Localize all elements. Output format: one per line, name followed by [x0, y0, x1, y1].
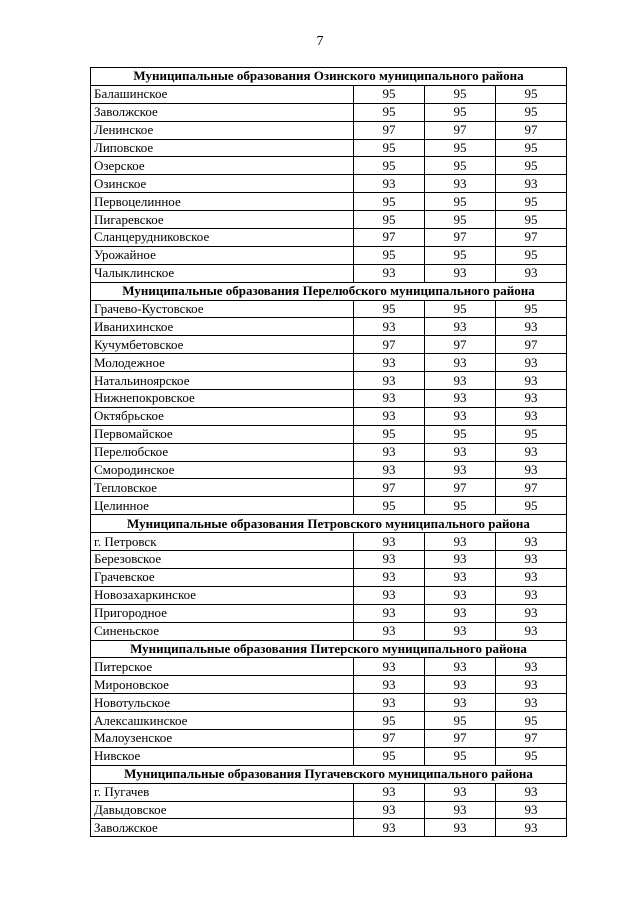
value-cell: 93 [496, 372, 567, 390]
municipality-name: Сланцерудниковское [91, 229, 354, 247]
municipality-name: Тепловское [91, 479, 354, 497]
section-header-row [91, 68, 567, 86]
value-cell: 93 [425, 658, 496, 676]
municipality-name: Первоцелинное [91, 193, 354, 211]
value-cell: 95 [354, 300, 425, 318]
value-cell: 97 [496, 479, 567, 497]
section-header-row [91, 765, 567, 783]
value-cell: 93 [425, 551, 496, 569]
value-cell: 93 [496, 694, 567, 712]
value-cell: 93 [354, 318, 425, 336]
value-cell: 93 [354, 658, 425, 676]
value-cell: 95 [425, 300, 496, 318]
section-title: Муниципальные образования Озинского муниципального района [91, 68, 567, 86]
table-row [91, 103, 567, 121]
value-cell: 93 [425, 318, 496, 336]
table-row [91, 443, 567, 461]
municipality-name: Новотульское [91, 694, 354, 712]
section-title: Муниципальные образования Питерского муниципального района [91, 640, 567, 658]
value-cell: 93 [425, 175, 496, 193]
value-cell: 93 [496, 819, 567, 837]
table-row [91, 425, 567, 443]
value-cell: 93 [496, 264, 567, 282]
table-row [91, 568, 567, 586]
value-cell: 93 [425, 461, 496, 479]
table-row [91, 336, 567, 354]
municipality-name: Урожайное [91, 246, 354, 264]
table-row [91, 801, 567, 819]
value-cell: 95 [496, 157, 567, 175]
table-row [91, 407, 567, 425]
value-cell: 95 [425, 497, 496, 515]
value-cell: 93 [354, 175, 425, 193]
value-cell: 97 [496, 729, 567, 747]
value-cell: 97 [425, 121, 496, 139]
value-cell: 93 [354, 264, 425, 282]
value-cell: 93 [354, 604, 425, 622]
table-body [91, 68, 567, 837]
value-cell: 93 [354, 676, 425, 694]
value-cell: 93 [354, 443, 425, 461]
municipality-name: Ленинское [91, 121, 354, 139]
municipality-name: Мироновское [91, 676, 354, 694]
value-cell: 95 [425, 246, 496, 264]
table-row [91, 246, 567, 264]
value-cell: 93 [496, 318, 567, 336]
table-row [91, 747, 567, 765]
value-cell: 93 [354, 819, 425, 837]
value-cell: 93 [425, 354, 496, 372]
value-cell: 97 [425, 479, 496, 497]
value-cell: 93 [496, 551, 567, 569]
value-cell: 95 [496, 246, 567, 264]
municipality-name: г. Петровск [91, 533, 354, 551]
municipality-name: Иванихинское [91, 318, 354, 336]
value-cell: 95 [496, 103, 567, 121]
municipality-name: Питерское [91, 658, 354, 676]
table-row [91, 354, 567, 372]
value-cell: 95 [425, 139, 496, 157]
municipality-name: Алексашкинское [91, 712, 354, 730]
municipality-name: Новозахаркинское [91, 586, 354, 604]
value-cell: 95 [496, 497, 567, 515]
section-title: Муниципальные образования Петровского муниципального района [91, 515, 567, 533]
table-row [91, 157, 567, 175]
table-row [91, 390, 567, 408]
municipality-name: Заволжское [91, 819, 354, 837]
value-cell: 93 [354, 533, 425, 551]
value-cell: 95 [354, 497, 425, 515]
value-cell: 93 [425, 604, 496, 622]
value-cell: 95 [496, 712, 567, 730]
value-cell: 95 [496, 747, 567, 765]
table-row [91, 712, 567, 730]
table-row [91, 211, 567, 229]
value-cell: 95 [354, 85, 425, 103]
municipality-name: Смородинское [91, 461, 354, 479]
table-row [91, 694, 567, 712]
page-number: 7 [316, 34, 324, 49]
value-cell: 93 [425, 676, 496, 694]
table-row [91, 729, 567, 747]
section-title: Муниципальные образования Перелюбского муниципального района [91, 282, 567, 300]
value-cell: 93 [354, 783, 425, 801]
table-row [91, 479, 567, 497]
table-row [91, 300, 567, 318]
value-cell: 97 [354, 121, 425, 139]
value-cell: 97 [496, 229, 567, 247]
value-cell: 93 [425, 390, 496, 408]
value-cell: 93 [425, 407, 496, 425]
value-cell: 93 [354, 586, 425, 604]
value-cell: 95 [354, 211, 425, 229]
value-cell: 97 [496, 121, 567, 139]
table-row [91, 372, 567, 390]
municipality-name: Малоузенское [91, 729, 354, 747]
value-cell: 93 [425, 622, 496, 640]
value-cell: 93 [496, 658, 567, 676]
table-row [91, 139, 567, 157]
table-row [91, 229, 567, 247]
value-cell: 97 [354, 479, 425, 497]
table-row [91, 783, 567, 801]
table-row [91, 318, 567, 336]
municipality-name: Молодежное [91, 354, 354, 372]
municipality-name: Перелюбское [91, 443, 354, 461]
value-cell: 93 [425, 264, 496, 282]
value-cell: 93 [496, 390, 567, 408]
value-cell: 93 [425, 694, 496, 712]
municipality-name: Грачевское [91, 568, 354, 586]
municipal-table [90, 67, 567, 837]
value-cell: 97 [425, 336, 496, 354]
municipality-name: Октябрьское [91, 407, 354, 425]
table-row [91, 264, 567, 282]
table-row [91, 604, 567, 622]
municipality-name: Давыдовское [91, 801, 354, 819]
table-row [91, 551, 567, 569]
municipality-name: Озерское [91, 157, 354, 175]
table-row [91, 533, 567, 551]
municipality-name: Чалыклинское [91, 264, 354, 282]
value-cell: 93 [354, 461, 425, 479]
municipality-name: Балашинское [91, 85, 354, 103]
value-cell: 95 [354, 157, 425, 175]
municipality-name: Нижнепокровское [91, 390, 354, 408]
value-cell: 95 [496, 193, 567, 211]
table-row [91, 622, 567, 640]
value-cell: 93 [354, 372, 425, 390]
value-cell: 97 [354, 336, 425, 354]
value-cell: 97 [425, 229, 496, 247]
value-cell: 93 [354, 407, 425, 425]
value-cell: 95 [425, 425, 496, 443]
value-cell: 95 [354, 425, 425, 443]
value-cell: 93 [496, 461, 567, 479]
value-cell: 93 [425, 533, 496, 551]
value-cell: 93 [425, 568, 496, 586]
value-cell: 93 [425, 443, 496, 461]
value-cell: 93 [496, 783, 567, 801]
section-header-row [91, 515, 567, 533]
value-cell: 93 [496, 568, 567, 586]
value-cell: 93 [496, 586, 567, 604]
value-cell: 95 [425, 211, 496, 229]
table-row [91, 676, 567, 694]
value-cell: 93 [354, 622, 425, 640]
value-cell: 93 [496, 676, 567, 694]
municipality-name: Натальиноярское [91, 372, 354, 390]
municipality-name: Кучумбетовское [91, 336, 354, 354]
table-row [91, 193, 567, 211]
value-cell: 95 [354, 103, 425, 121]
table-row [91, 85, 567, 103]
table-row [91, 586, 567, 604]
value-cell: 95 [354, 139, 425, 157]
municipality-name: Липовское [91, 139, 354, 157]
value-cell: 93 [496, 604, 567, 622]
value-cell: 93 [354, 568, 425, 586]
value-cell: 95 [496, 211, 567, 229]
municipality-name: Заволжское [91, 103, 354, 121]
value-cell: 93 [496, 533, 567, 551]
value-cell: 93 [354, 551, 425, 569]
value-cell: 93 [425, 819, 496, 837]
value-cell: 95 [496, 139, 567, 157]
value-cell: 93 [496, 443, 567, 461]
value-cell: 95 [425, 193, 496, 211]
section-header-row [91, 282, 567, 300]
municipality-name: Первомайское [91, 425, 354, 443]
value-cell: 95 [425, 712, 496, 730]
value-cell: 95 [425, 85, 496, 103]
value-cell: 93 [354, 354, 425, 372]
municipality-name: Грачево-Кустовское [91, 300, 354, 318]
value-cell: 93 [425, 372, 496, 390]
value-cell: 93 [354, 390, 425, 408]
value-cell: 93 [496, 801, 567, 819]
value-cell: 95 [496, 425, 567, 443]
table-row [91, 461, 567, 479]
value-cell: 93 [496, 407, 567, 425]
municipality-name: Синеньское [91, 622, 354, 640]
value-cell: 93 [425, 783, 496, 801]
value-cell: 97 [496, 336, 567, 354]
municipality-name: Березовское [91, 551, 354, 569]
value-cell: 93 [496, 622, 567, 640]
value-cell: 95 [354, 193, 425, 211]
value-cell: 95 [496, 300, 567, 318]
value-cell: 95 [425, 157, 496, 175]
municipality-name: Озинское [91, 175, 354, 193]
value-cell: 93 [496, 175, 567, 193]
table-row [91, 497, 567, 515]
value-cell: 97 [354, 729, 425, 747]
municipality-name: Целинное [91, 497, 354, 515]
section-title: Муниципальные образования Пугачевского муниципального района [91, 765, 567, 783]
municipality-name: г. Пугачев [91, 783, 354, 801]
municipality-name: Нивское [91, 747, 354, 765]
value-cell: 93 [354, 694, 425, 712]
value-cell: 97 [425, 729, 496, 747]
table-row [91, 121, 567, 139]
table-row [91, 658, 567, 676]
value-cell: 95 [354, 246, 425, 264]
municipality-name: Пигаревское [91, 211, 354, 229]
value-cell: 95 [496, 85, 567, 103]
value-cell: 93 [496, 354, 567, 372]
table-row [91, 175, 567, 193]
value-cell: 95 [425, 103, 496, 121]
value-cell: 93 [425, 801, 496, 819]
value-cell: 95 [354, 712, 425, 730]
municipality-name: Пригородное [91, 604, 354, 622]
value-cell: 97 [354, 229, 425, 247]
table-row [91, 819, 567, 837]
section-header-row [91, 640, 567, 658]
value-cell: 95 [425, 747, 496, 765]
value-cell: 93 [354, 801, 425, 819]
value-cell: 95 [354, 747, 425, 765]
value-cell: 93 [425, 586, 496, 604]
